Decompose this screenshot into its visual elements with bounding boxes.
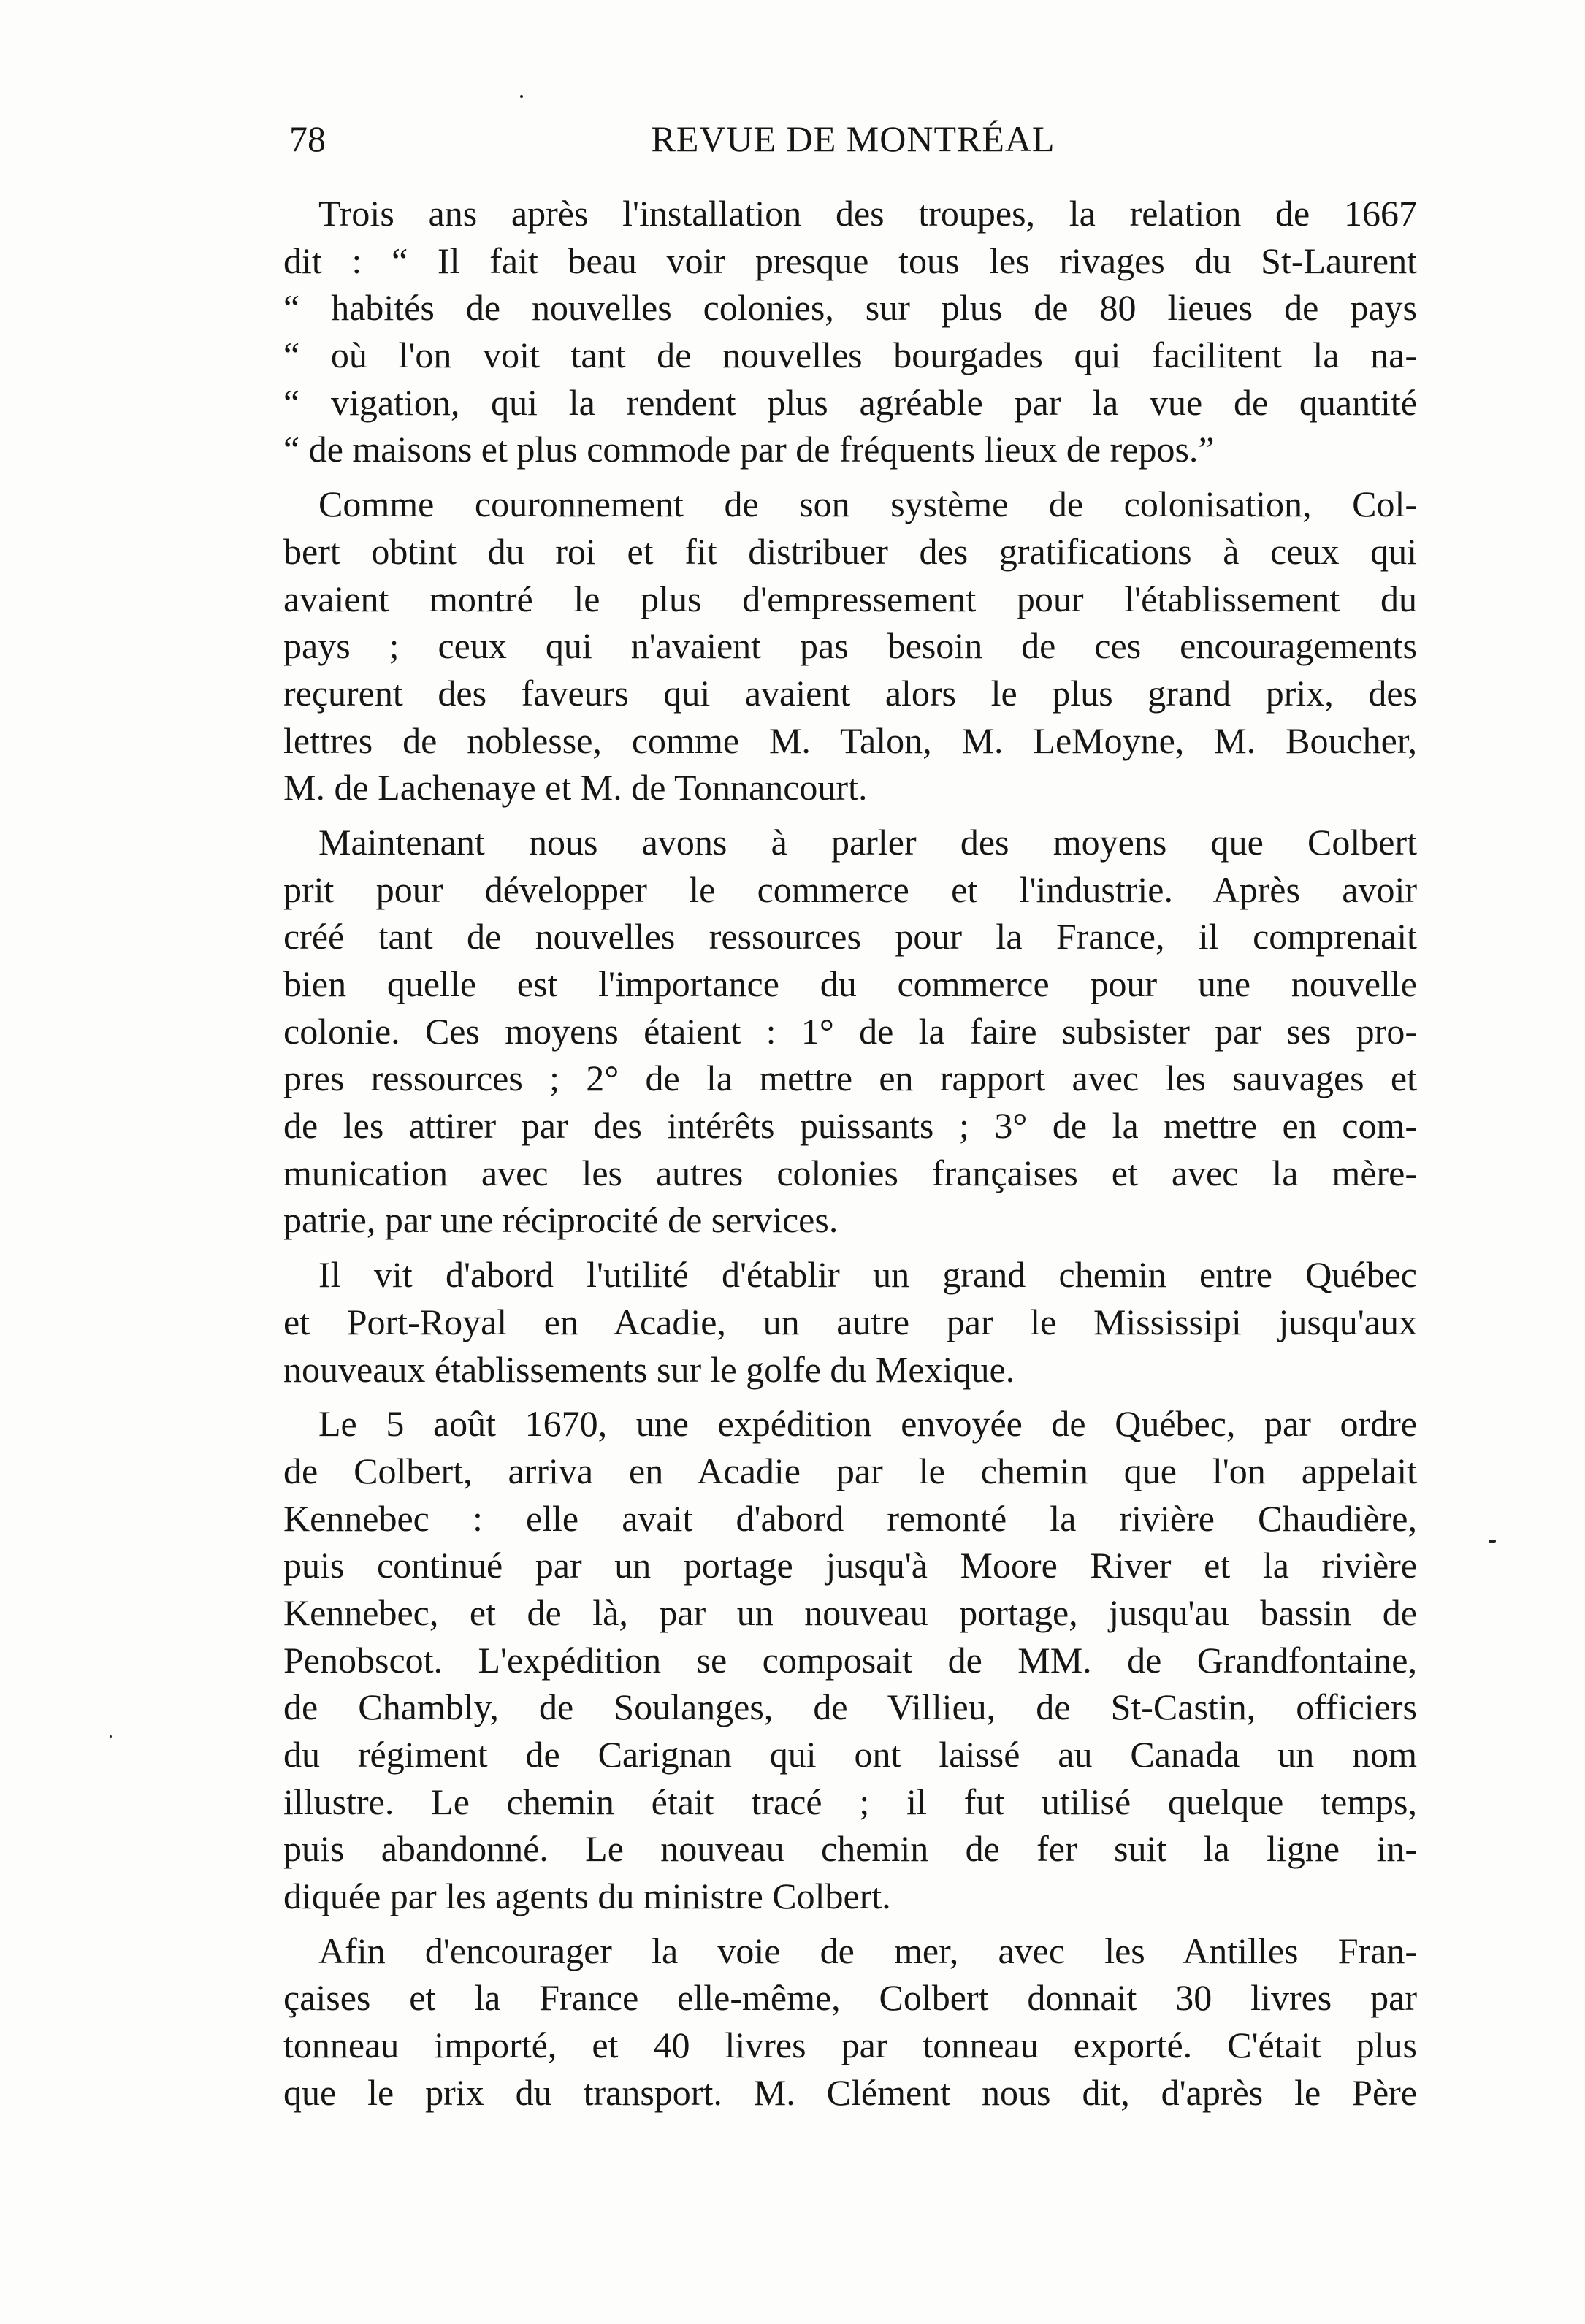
text-line: reçurent des faveurs qui avaient alors le plus grand prix, des bbox=[283, 672, 1417, 714]
paragraph bbox=[283, 1251, 1417, 1393]
body-text bbox=[283, 190, 1417, 2124]
text-line: “ vigation, qui la rendent plus agréable par la vue de quantité bbox=[283, 381, 1417, 423]
text-line: munication avec les autres colonies françaises et avec la mère- bbox=[283, 1152, 1417, 1193]
text-line: illustre. Le chemin était tracé ; il fut utilisé quelque temps, bbox=[283, 1781, 1417, 1822]
page-number: 78 bbox=[289, 118, 326, 159]
print-speck bbox=[110, 1735, 112, 1738]
text-line: Maintenant nous avons à parler des moyens que Colbert bbox=[318, 821, 1417, 863]
text-line: pres ressources ; 2° de la mettre en rapport avec les sauvages et bbox=[283, 1058, 1417, 1099]
text-line: dit : “ Il fait beau voir presque tous les rivages du St-Laurent bbox=[283, 240, 1417, 281]
paragraph bbox=[283, 481, 1417, 811]
text-line: Afin d'encourager la voie de mer, avec les Antilles Fran- bbox=[318, 1930, 1417, 1971]
text-line: Trois ans après l'installation des troupes, la relation de 1667 bbox=[318, 193, 1417, 234]
text-line: Il vit d'abord l'utilité d'établir un grand chemin entre Québec bbox=[318, 1254, 1417, 1296]
text-line: de les attirer par des intérêts puissants ; 3° de la mettre en com- bbox=[283, 1105, 1417, 1147]
text-line: tonneau importé, et 40 livres par tonneau exporté. C'était plus bbox=[283, 2025, 1417, 2066]
text-line: diquée par les agents du ministre Colbert. bbox=[283, 1876, 891, 1917]
text-line: de Chambly, de Soulanges, de Villieu, de St-Castin, officiers bbox=[283, 1686, 1417, 1728]
running-title: REVUE DE MONTRÉAL bbox=[651, 118, 1055, 159]
text-line: patrie, par une réciprocité de services. bbox=[283, 1199, 839, 1241]
text-line: colonie. Ces moyens étaient : 1° de la faire subsister par ses pro- bbox=[283, 1010, 1417, 1052]
text-line: puis abandonné. Le nouveau chemin de fer suit la ligne in- bbox=[283, 1828, 1417, 1870]
text-line: “ où l'on voit tant de nouvelles bourgades qui facilitent la na- bbox=[283, 335, 1417, 376]
paragraph bbox=[283, 1927, 1417, 2117]
paragraph bbox=[283, 190, 1417, 473]
text-line: Penobscot. L'expédition se composait de MM. de Grandfontaine, bbox=[283, 1639, 1417, 1681]
text-line: Kennebec, et de là, par un nouveau portage, jusqu'au bassin de bbox=[283, 1591, 1417, 1633]
print-speck bbox=[1489, 1540, 1496, 1543]
print-speck bbox=[520, 95, 523, 98]
text-line: que le prix du transport. M. Clément nous dit, d'après le Père bbox=[283, 2071, 1417, 2113]
text-line: Le 5 août 1670, une expédition envoyée de Québec, par ordre bbox=[318, 1403, 1417, 1445]
paragraph bbox=[283, 1400, 1417, 1920]
text-line: créé tant de nouvelles ressources pour la France, il comprenait bbox=[283, 916, 1417, 957]
text-line: bien quelle est l'importance du commerce pour une nouvelle bbox=[283, 963, 1417, 1004]
text-line: de Colbert, arriva en Acadie par le chemin que l'on appelait bbox=[283, 1450, 1417, 1491]
text-line: avaient montré le plus d'empressement pour l'établissement du bbox=[283, 578, 1417, 619]
text-line: “ habités de nouvelles colonies, sur plus de 80 lieues de pays bbox=[283, 287, 1417, 329]
text-line: puis continué par un portage jusqu'à Moore River et la rivière bbox=[283, 1545, 1417, 1586]
text-line: bert obtint du roi et fit distribuer des gratifications à ceux qui bbox=[283, 530, 1417, 572]
text-line: nouveaux établissements sur le golfe du Mexique. bbox=[283, 1348, 1015, 1390]
text-line: et Port-Royal en Acadie, un autre par le Mississipi jusqu'aux bbox=[283, 1301, 1417, 1342]
text-line: “ de maisons et plus commode par de fréquents lieux de repos.” bbox=[283, 429, 1215, 470]
text-line: du régiment de Carignan qui ont laissé au Canada un nom bbox=[283, 1734, 1417, 1775]
text-line: çaises et la France elle-même, Colbert donnait 30 livres par bbox=[283, 1977, 1417, 2019]
page-header bbox=[289, 110, 1417, 168]
text-line: Kennebec : elle avait d'abord remonté la rivière Chaudière, bbox=[283, 1497, 1417, 1539]
text-line: M. de Lachenaye et M. de Tonnancourt. bbox=[283, 767, 868, 809]
text-line: prit pour développer le commerce et l'industrie. Après avoir bbox=[283, 868, 1417, 910]
paragraph bbox=[283, 819, 1417, 1244]
text-line: lettres de noblesse, comme M. Talon, M. LeMoyne, M. Boucher, bbox=[283, 719, 1417, 761]
text-line: Comme couronnement de son système de colonisation, Col- bbox=[318, 483, 1417, 525]
text-line: pays ; ceux qui n'avaient pas besoin de ces encouragements bbox=[283, 625, 1417, 667]
